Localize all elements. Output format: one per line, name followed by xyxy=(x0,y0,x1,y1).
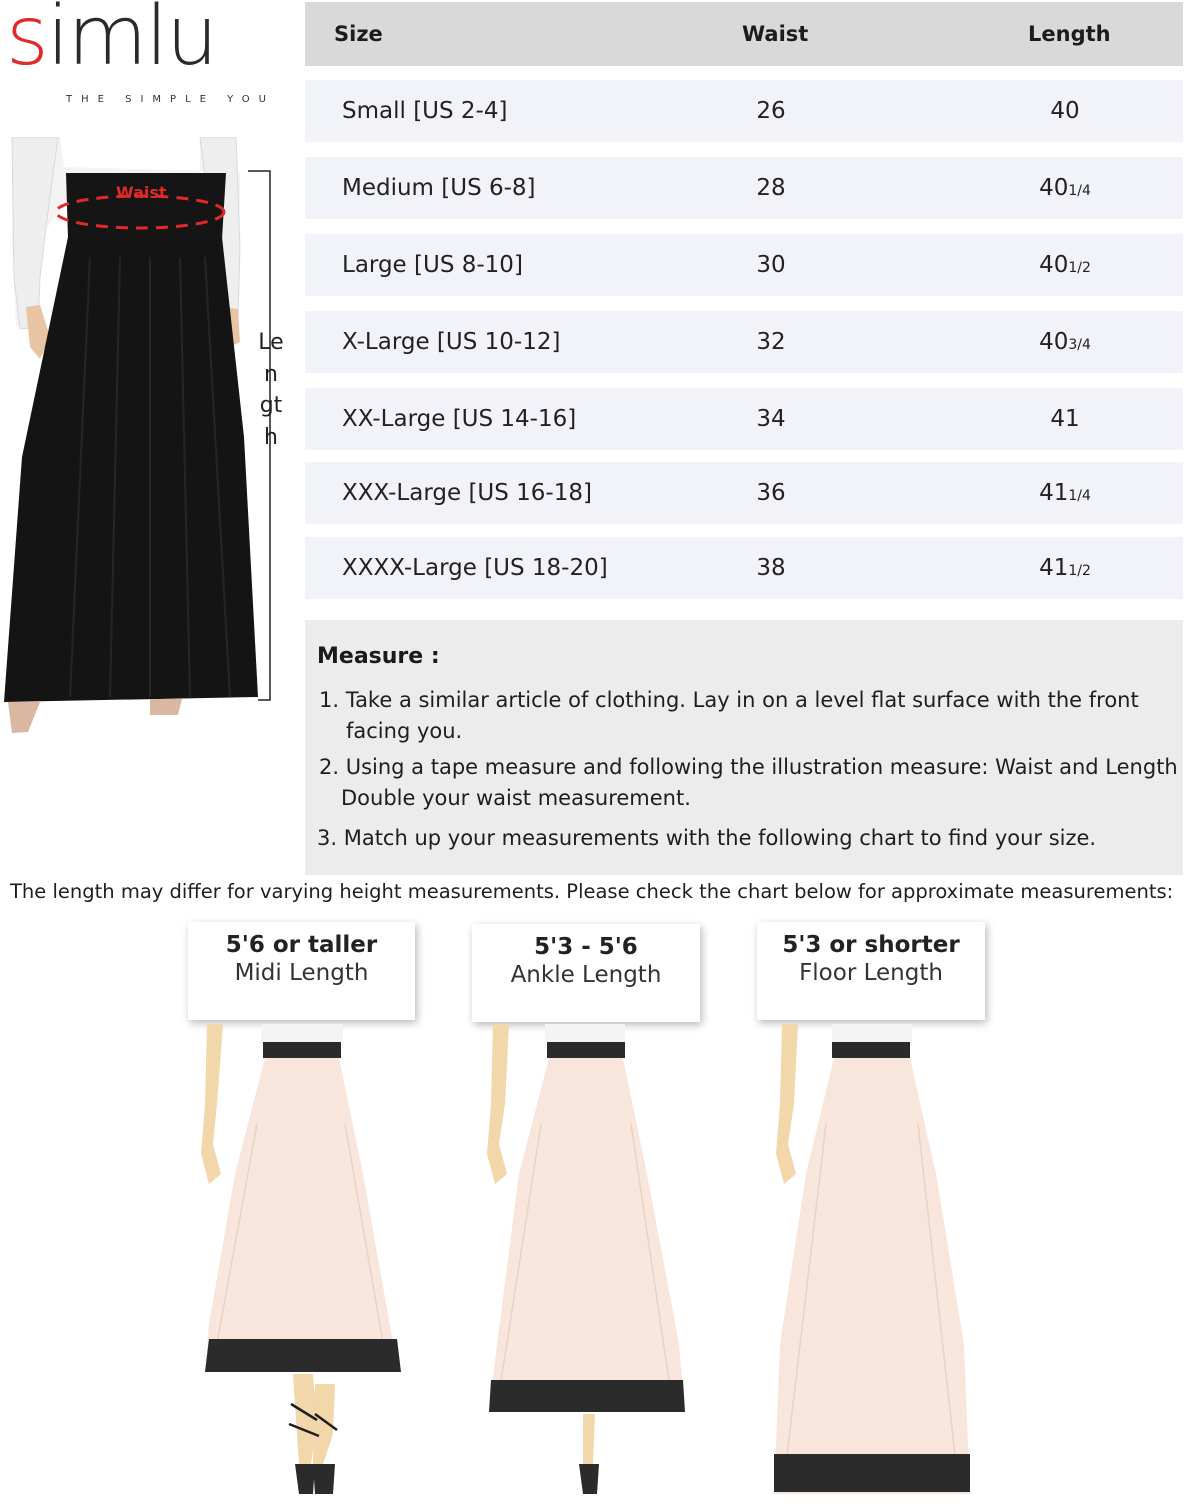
waist-cell: 30 xyxy=(756,252,786,278)
table-row xyxy=(305,311,1183,373)
size-cell: XX-Large [US 14-16] xyxy=(342,406,577,432)
measure-step: 3. Match up your measurements with the following chart to find your size. xyxy=(317,826,1097,850)
waist-cell: 28 xyxy=(756,175,786,201)
size-cell: XXXX-Large [US 18-20] xyxy=(342,555,608,581)
card-length: Floor Length xyxy=(799,960,943,986)
card-length: Ankle Length xyxy=(510,962,662,988)
card-height: 5'3 or shorter xyxy=(782,932,960,958)
brand-logo xyxy=(6,0,275,112)
midi-figure xyxy=(195,1024,415,1500)
table-row xyxy=(305,234,1183,296)
model-photo xyxy=(0,137,290,737)
size-cell: Small [US 2-4] xyxy=(342,98,508,124)
waist-cell: 38 xyxy=(756,555,786,581)
length-cell: 401/4 xyxy=(1039,175,1091,201)
table-row xyxy=(305,388,1183,450)
length-cell: 411/2 xyxy=(1039,555,1091,581)
size-cell: Medium [US 6-8] xyxy=(342,175,536,201)
card-height: 5'3 - 5'6 xyxy=(534,934,638,960)
measure-step-cont: facing you. xyxy=(346,719,463,743)
length-cell: 401/2 xyxy=(1039,252,1091,278)
height-card-ankle xyxy=(472,924,700,1022)
waist-cell: 36 xyxy=(756,480,786,506)
length-note: The length may differ for varying height measurements. Please check the chart below for approximate measurements: xyxy=(10,880,1174,903)
logo-wordmark: simlu xyxy=(6,0,217,84)
length-cell: 40 xyxy=(1050,98,1080,124)
header-size: Size xyxy=(334,22,383,46)
length-cell: 41 xyxy=(1050,406,1080,432)
table-row xyxy=(305,537,1183,599)
length-cell: 403/4 xyxy=(1039,329,1091,355)
table-row xyxy=(305,157,1183,219)
size-cell: Large [US 8-10] xyxy=(342,252,523,278)
card-length: Midi Length xyxy=(234,960,369,986)
height-card-midi xyxy=(188,922,415,1020)
waist-cell: 32 xyxy=(756,329,786,355)
card-height: 5'6 or taller xyxy=(225,932,378,958)
ankle-figure xyxy=(475,1024,700,1500)
measure-instructions xyxy=(305,620,1183,875)
floor-figure xyxy=(760,1024,985,1500)
header-length: Length xyxy=(1028,22,1111,46)
height-card-floor xyxy=(757,922,985,1020)
measure-step: 1. Take a similar article of clothing. Lay in on a level flat surface with the front xyxy=(319,688,1139,712)
size-cell: X-Large [US 10-12] xyxy=(342,329,561,355)
size-cell: XXX-Large [US 16-18] xyxy=(342,480,592,506)
logo-tagline: THE SIMPLE YOU xyxy=(66,94,275,105)
table-header-row xyxy=(305,2,1183,66)
header-waist: Waist xyxy=(742,22,809,46)
waist-label: Waist xyxy=(116,183,167,202)
measure-title: Measure : xyxy=(317,644,440,669)
length-label: Length xyxy=(258,330,284,450)
measure-step-cont: Double your waist measurement. xyxy=(341,786,691,810)
table-row xyxy=(305,462,1183,524)
table-row xyxy=(305,80,1183,142)
measure-step: 2. Using a tape measure and following the illustration measure: Waist and Length xyxy=(319,755,1178,779)
waist-cell: 26 xyxy=(756,98,786,124)
length-cell: 411/4 xyxy=(1039,480,1091,506)
waist-cell: 34 xyxy=(756,406,786,432)
